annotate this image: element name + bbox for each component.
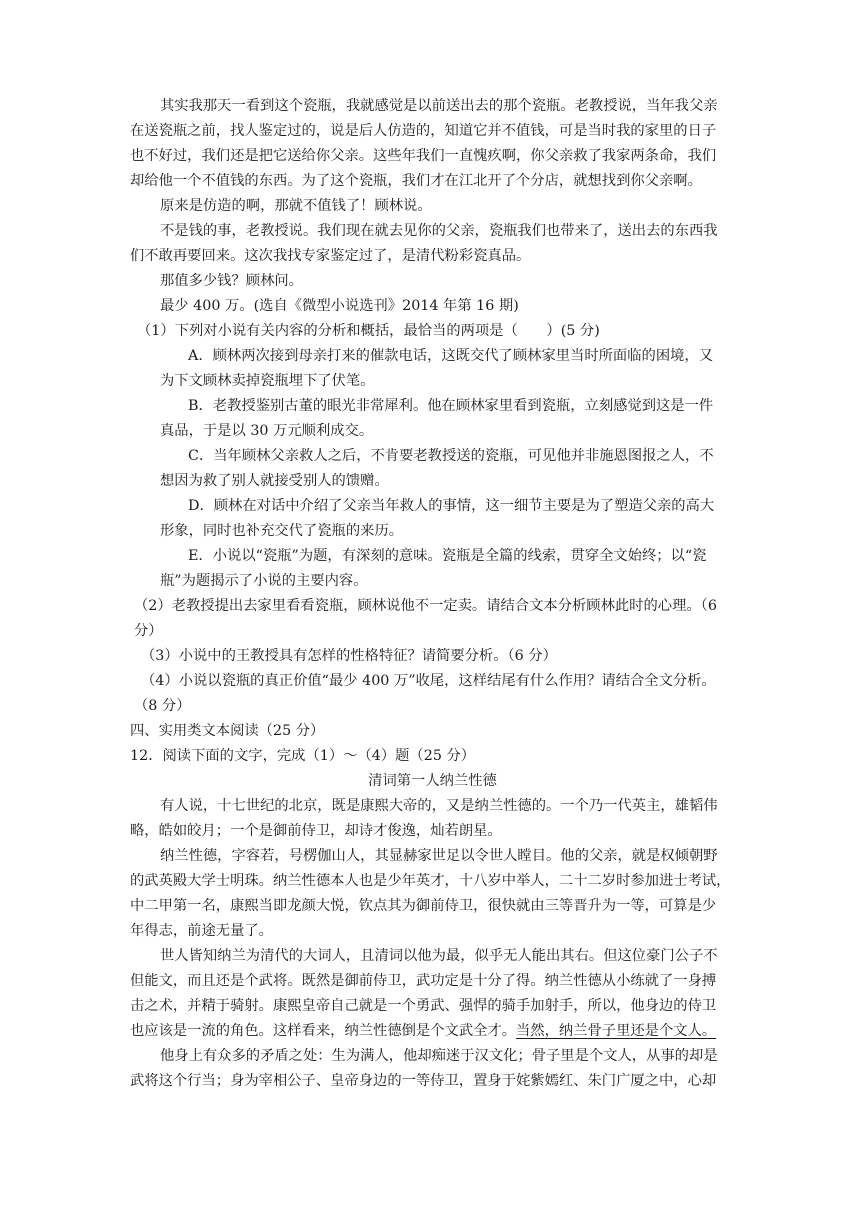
article-p3-line4-text: 也应该是一流的角色。这样看来，纳兰性德倒是个文武全才。 bbox=[130, 1023, 517, 1039]
question-12-instruction: 12．阅读下面的文字，完成（1）～（4）题（25 分） bbox=[130, 748, 476, 764]
article-p2-line1: 纳兰性德，字容若，号楞伽山人，其显赫家世足以令世人瞠目。他的父亲，就是权倾朝野 bbox=[160, 848, 718, 864]
option-b-line2: 真品，于是以 30 万元顺利成交。 bbox=[160, 423, 374, 439]
section-heading: 四、实用类文本阅读（25 分） bbox=[130, 723, 325, 739]
option-b-line1: B．老教授鉴别古董的眼光非常犀利。他在顾林家里看到瓷瓶，立刻感觉到这是一件 bbox=[188, 398, 714, 414]
story-p3-line2: 们不敢再要回来。这次我找专家鉴定过了，是清代粉彩瓷真品。 bbox=[130, 248, 531, 264]
article-p1-line2: 略，皓如皎月；一个是御前侍卫，却诗才俊逸，灿若朗星。 bbox=[130, 823, 502, 839]
option-d-line1: D．顾林在对话中介绍了父亲当年救人的事情，这一细节主要是为了塑造父亲的高大 bbox=[188, 498, 715, 514]
article-p1-line1: 有人说，十七世纪的北京，既是康熙大帝的，又是纳兰性德的。一个乃一代英主，雄韬伟 bbox=[160, 798, 718, 814]
question-4-line1: （4）小说以瓷瓶的真正价值“最少 400 万”收尾，这样结尾有什么作用？请结合全文分析。 bbox=[141, 673, 716, 689]
article-p4-line2: 武将这个行当；身为宰相公子、皇帝身边的一等侍卫，置身于姹紫嫣红、朱门广厦之中，心却 bbox=[130, 1073, 717, 1089]
story-source: 最少 400 万。(选自《微型小说选刊》2014 年第 16 期) bbox=[160, 298, 519, 314]
article-p3-line4 bbox=[130, 1021, 716, 1041]
article-title: 清词第一人纳兰性德 bbox=[368, 773, 497, 789]
option-e-line2: 瓶”为题揭示了小说的主要内容。 bbox=[160, 573, 368, 589]
article-p2-line4: 年得志，前途无量了。 bbox=[130, 923, 273, 939]
option-c-line1: C．当年顾林父亲救人之后，不肯要老教授送的瓷瓶，可见他并非施恩图报之人，不 bbox=[188, 448, 714, 464]
article-p3-line1: 世人皆知纳兰为清代的大词人，且清词以他为最，似乎无人能出其右。但这位豪门公子不 bbox=[160, 948, 718, 964]
question-1: （1）下列对小说有关内容的分析和概括，最恰当的两项是（ ）(5 分) bbox=[137, 323, 600, 339]
story-p4: 那值多少钱？顾林问。 bbox=[160, 273, 303, 289]
question-4-line2: （8 分） bbox=[134, 698, 191, 714]
article-p3-line3: 击之术，并精于骑射。康熙皇帝自己就是一个勇武、强悍的骑手加射手，所以，他身边的侍卫 bbox=[130, 998, 717, 1014]
question-3: （3）小说中的王教授具有怎样的性格特征？请简要分析。（6 分） bbox=[141, 648, 557, 664]
option-a-line2: 为下文顾林卖掉瓷瓶埋下了伏笔。 bbox=[160, 373, 375, 389]
option-d-line2: 形象，同时也补充交代了瓷瓶的来历。 bbox=[160, 523, 404, 539]
option-a-line1: A．顾林两次接到母亲打来的催款电话，这既交代了顾林家里当时所面临的困境，又 bbox=[188, 348, 714, 364]
story-p1-line1: 其实我那天一看到这个瓷瓶，我就感觉是以前送出去的那个瓷瓶。老教授说，当年我父亲 bbox=[160, 98, 718, 114]
question-2-line1: （2）老教授提出去家里看看瓷瓶，顾林说他不一定卖。请结合文本分析顾林此时的心理。（6 bbox=[134, 598, 717, 614]
question-2-line2: 分） bbox=[134, 623, 163, 639]
story-p2: 原来是仿造的啊，那就不值钱了！顾林说。 bbox=[160, 198, 432, 214]
article-p3-line2: 但能文，而且还是个武将。既然是御前侍卫，武功定是十分了得。纳兰性德从小练就了一身搏 bbox=[130, 973, 717, 989]
article-p2-line2: 的武英殿大学士明珠。纳兰性德本人也是少年英才，十八岁中举人，二十二岁时参加进士考试， bbox=[130, 873, 731, 889]
option-e-line1: E．小说以“瓷瓶”为题，有深刻的意味。瓷瓶是全篇的线索，贯穿全文始终；以“瓷 bbox=[188, 548, 707, 564]
article-p2-line3: 中二甲第一名，康熙当即龙颜大悦，钦点其为御前侍卫，很快就由三等晋升为一等，可算是少 bbox=[130, 898, 717, 914]
option-c-line2: 想因为救了别人就接受别人的馈赠。 bbox=[160, 473, 389, 489]
story-p3-line1: 不是钱的事，老教授说。我们现在就去见你的父亲，瓷瓶我们也带来了，送出去的东西我 bbox=[160, 223, 718, 239]
underlined-sentence: 当然，纳兰骨子里还是个文人。 bbox=[516, 1023, 717, 1039]
article-p4-line1: 他身上有众多的矛盾之处：生为满人，他却痴迷于汉文化；骨子里是个文人，从事的却是 bbox=[160, 1048, 718, 1064]
story-p1-line4: 却给他一个不值钱的东西。为了这个瓷瓶，我们才在江北开了个分店，就想找到你父亲啊。 bbox=[130, 173, 702, 189]
story-p1-line2: 在送瓷瓶之前，找人鉴定过的，说是后人仿造的，知道它并不值钱，可是当时我的家里的日子 bbox=[130, 123, 717, 139]
story-p1-line3: 也不好过，我们还是把它送给你父亲。这些年我们一直愧疚啊，你父亲救了我家两条命，我们 bbox=[130, 148, 717, 164]
